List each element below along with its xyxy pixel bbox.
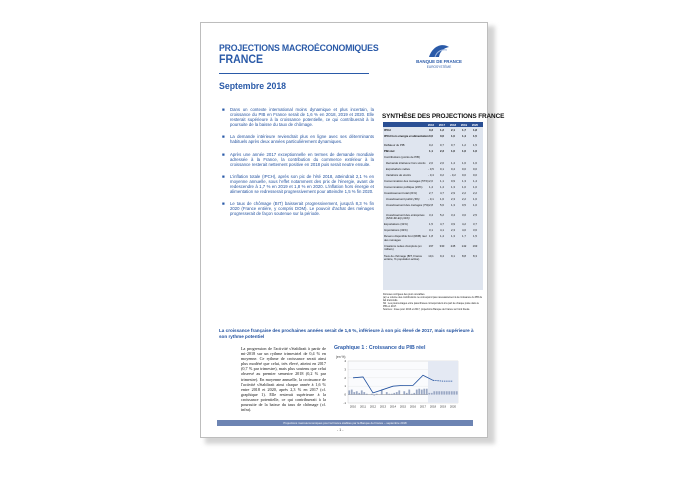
table-header xyxy=(383,122,483,127)
row-value: 0,6 xyxy=(429,133,433,138)
row-value: - 0,2 xyxy=(450,173,456,178)
quarterly-bar xyxy=(408,390,410,395)
row-label: Investissement des ménages (7%) xyxy=(386,203,429,208)
year-header: 2018 xyxy=(449,122,457,127)
table-note: Données corrigées des jours ouvrables. xyxy=(383,293,426,296)
logo-name: BANQUE DE FRANCE xyxy=(416,59,462,64)
footer-text: Projections macroéconomiques pour la France établies par la Banque de France – septembre 2018 xyxy=(283,421,407,425)
row-value: 0,7 xyxy=(440,143,444,148)
row-value: 3,4 xyxy=(429,212,433,217)
row-value: 2,1 xyxy=(451,127,455,132)
row-value: 1,4 xyxy=(473,179,477,184)
quarterly-bar xyxy=(356,391,358,394)
quarterly-bar xyxy=(421,390,423,395)
quarterly-bar xyxy=(423,389,425,395)
x-tick-label: 2018 xyxy=(429,404,437,409)
key-point: ■ Après une année 2017 exceptionnelle en termes de demande mondiale adressée à la France, la contribution du commerce extérieur à la croissance resterait nettement positive en 2018 puis serait neutre ensuite. xyxy=(222,151,374,167)
row-value: 1,8 xyxy=(473,127,477,132)
quarterly-bar xyxy=(398,390,400,394)
row-value: 1,4 xyxy=(440,185,444,190)
x-tick-label: 2020 xyxy=(449,404,457,409)
synthesis-table xyxy=(383,122,483,290)
quarterly-bar xyxy=(406,393,408,395)
row-value: 2,0 xyxy=(429,161,433,166)
year-header: 2020 xyxy=(471,122,479,127)
row-value: 8,3 xyxy=(473,253,477,258)
row-value: 9,1 xyxy=(451,253,455,258)
quarterly-bar xyxy=(376,394,378,395)
row-label: Demande intérieure hors stocks xyxy=(386,161,426,166)
quarterly-bar xyxy=(441,391,443,394)
document-subtitle: FRANCE xyxy=(219,54,264,66)
row-value: 0,7 xyxy=(451,143,455,148)
quarterly-bar xyxy=(361,390,363,394)
row-value: 1,1 xyxy=(429,149,433,154)
y-axis-label: (en %) xyxy=(336,355,346,359)
quarterly-bar xyxy=(428,393,430,395)
year-header: 2017 xyxy=(438,122,446,127)
quarterly-bar xyxy=(353,392,355,395)
synthesis-title: SYNTHÈSE DES PROJECTIONS FRANCE xyxy=(382,113,505,120)
quarterly-bar xyxy=(393,393,395,395)
row-label: Investissement total (21%) xyxy=(384,191,417,196)
row-value: 2,9 xyxy=(451,191,455,196)
quarterly-bar xyxy=(416,390,418,395)
row-label: Revenu disponible brut (RDB) réel des ménages xyxy=(384,234,427,242)
row-label: Consommation publique (24%) xyxy=(384,185,423,190)
row-value: 1,0 xyxy=(451,133,455,138)
row-value: 2,2 xyxy=(473,191,477,196)
row-value: 0,2 xyxy=(440,173,444,178)
row-value: 1,6 xyxy=(473,161,477,166)
quarterly-bar xyxy=(418,389,420,395)
row-value: 1,7 xyxy=(462,127,466,132)
section-body: La progression de l'activité s'établirait à partir de mi-2018 sur un rythme trimestriel de 0,4 % en moyenne. Ce rythme de croissance serait ainsi plus modéré que celui, très élevé, atteint en 2017 (0,7 % par trimestre), mais plus soutenu que celui observé au premier semestre 2018 (0,2 % par trimestre). En moyenne annuelle, la croissance de l'activité s'établirait ainsi chaque année à 1,6 % entre 2018 et 2020, après 2,3 % en 2017 (cf. graphique 1). Elle resterait supérieure à la croissance potentielle, ce qui contribuerait à la poursuite de la baisse du taux de chômage (cf. infra). xyxy=(241,346,326,413)
quarterly-bar xyxy=(453,391,455,394)
row-value: 245 xyxy=(450,243,456,248)
projection-area xyxy=(428,361,458,403)
row-value: - 0,4 xyxy=(428,173,434,178)
row-value: 4,1 xyxy=(440,228,444,233)
row-value: 0,0 xyxy=(473,173,477,178)
row-value: 1,0 xyxy=(462,185,466,190)
row-value: 0,5 xyxy=(462,203,466,208)
row-value: 1,2 xyxy=(462,143,466,148)
row-value: 2,7 xyxy=(429,191,433,196)
row-value: 0,4 xyxy=(451,167,455,172)
row-label: Investissement public (3%) xyxy=(386,197,420,202)
row-value: 2,0 xyxy=(440,161,444,166)
quarterly-bar xyxy=(386,392,388,395)
row-value: 1,6 xyxy=(462,149,466,154)
y-tick-label: 1 xyxy=(344,384,346,389)
row-value: 1,6 xyxy=(473,197,477,202)
title-divider xyxy=(219,73,369,74)
quarterly-bar xyxy=(366,394,368,395)
page-number: - 1 - xyxy=(337,428,344,432)
row-value: 1,1 xyxy=(440,179,444,184)
row-value: 3,0 xyxy=(462,212,466,217)
row-value: 0,0 xyxy=(473,167,477,172)
logo-subtitle: EUROSYSTÈME xyxy=(426,65,452,69)
row-value: 1,0 xyxy=(473,185,477,190)
row-value: - 0,5 xyxy=(428,167,434,172)
row-value: 1,0 xyxy=(473,203,477,208)
x-tick-label: 2015 xyxy=(399,404,407,409)
row-value: 1,4 xyxy=(440,234,444,239)
row-value: 2,8 xyxy=(429,203,433,208)
y-tick-label: 4 xyxy=(344,359,346,363)
bullet-icon: ■ xyxy=(222,201,225,207)
marianne-icon xyxy=(425,41,453,59)
row-value: 1,5 xyxy=(429,222,433,227)
bullet-icon: ■ xyxy=(222,151,225,157)
year-header: 2019 xyxy=(460,122,468,127)
row-value: 2,5 xyxy=(473,212,477,217)
document-page xyxy=(200,22,505,438)
row-value: 2,2 xyxy=(462,197,466,202)
row-value: 2,3 xyxy=(440,149,444,154)
key-point: ■ La demande intérieure reviendrait plus en ligne avec ses déterminants habituels après deux années particulièrement dynamiques. xyxy=(222,134,374,145)
row-value: 8,8 xyxy=(462,253,466,258)
quarterly-bar xyxy=(438,391,440,394)
y-tick-label: 3 xyxy=(344,367,346,372)
quarterly-bar xyxy=(451,391,453,394)
key-point: ■ Dans un contexte international moins dynamique et plus incertain, la croissance du PIB en France serait de 1,6 % en 2018, 2019 et 2020. Elle resterait supérieure à la croissance potentielle, ce qui contribuerait à la poursuite de la baisse du taux de chômage. xyxy=(222,107,374,128)
row-value: 2,3 xyxy=(451,197,455,202)
x-tick-label: 2012 xyxy=(369,404,377,409)
quarterly-bar xyxy=(433,391,435,394)
document-title: PROJECTIONS MACROÉCONOMIQUES xyxy=(219,43,379,54)
quarterly-bar xyxy=(403,391,405,394)
table-note: Nb : Les pourcentages entre parenthèses correspondent à la part de chaque poste dans le PIB en 2017. xyxy=(383,302,479,308)
chart-title: Graphique 1 : Croissance du PIB réel xyxy=(334,345,426,351)
row-label: Taux de chômage (BIT, France entière, % population active) xyxy=(384,253,423,261)
row-value: 0,0 xyxy=(462,173,466,178)
row-value: 1,6 xyxy=(473,149,477,154)
row-value: 1,6 xyxy=(451,149,455,154)
publication-date: Septembre 2018 xyxy=(219,81,287,92)
row-value: 2,0 xyxy=(429,179,433,184)
banque-de-france-logo xyxy=(399,41,479,79)
row-label: Importations (32%) xyxy=(384,228,408,233)
row-value: 197 xyxy=(428,243,434,248)
row-value: 10,1 xyxy=(428,253,434,258)
row-value: 1,7 xyxy=(462,234,466,239)
row-value: 5,2 xyxy=(440,212,444,217)
row-value: 0,3 xyxy=(429,127,433,132)
row-label: Variations de stocks xyxy=(386,173,411,178)
bullet-icon: ■ xyxy=(222,173,225,179)
quarterly-bar xyxy=(426,389,428,395)
quarterly-bar xyxy=(413,393,415,395)
row-value: 1,4 xyxy=(462,133,466,138)
row-label: Contributions (points de PIB) xyxy=(384,155,420,160)
row-value: 1,3 xyxy=(462,179,466,184)
row-value: 4,0 xyxy=(462,228,466,233)
row-value: 1,6 xyxy=(440,197,444,202)
row-value: 1,5 xyxy=(473,133,477,138)
row-label: IPCH xyxy=(384,127,391,132)
row-value: 163 xyxy=(472,243,478,248)
row-value: 1,3 xyxy=(451,185,455,190)
row-label: Déflateur du PIB xyxy=(384,143,405,148)
footer-band xyxy=(217,420,473,426)
quarterly-bar xyxy=(436,391,438,394)
row-value: 4,7 xyxy=(440,191,444,196)
y-tick-label: -1 xyxy=(343,401,346,405)
y-tick-label: 2 xyxy=(344,375,346,380)
quarterly-bar xyxy=(373,395,375,396)
quarterly-bar xyxy=(411,394,413,395)
quarterly-bar xyxy=(443,391,445,394)
row-value: 1,4 xyxy=(429,185,433,190)
row-label: Créations nettes d'emplois (en milliers) xyxy=(384,243,422,252)
row-value: 0,0 xyxy=(462,167,466,172)
table-note: (a) Le volume des contributions ne correspond pas nécessairement à la croissance du PIB du fait d'arrondis. xyxy=(383,296,483,302)
row-value: 330 xyxy=(439,243,445,248)
row-label: Exportations nettes xyxy=(386,167,410,172)
quarterly-bar xyxy=(396,392,398,395)
row-value: 5,6 xyxy=(440,203,444,208)
row-value: 0,9 xyxy=(451,179,455,184)
row-label: IPCH hors énergie et alimentation xyxy=(384,133,429,138)
row-label: Investissement des entreprises (SNF-SF-EI) (11%) xyxy=(386,212,425,220)
table-notes xyxy=(383,293,483,311)
x-tick-label: 2019 xyxy=(439,404,447,409)
row-value: 2,2 xyxy=(462,191,466,196)
bullet-icon: ■ xyxy=(222,134,225,140)
row-label: Exportations (31%) xyxy=(384,222,408,227)
row-label: Consommation des ménages (57%) xyxy=(384,179,429,184)
row-value: 1,3 xyxy=(451,234,455,239)
year-header: 2016 xyxy=(427,122,435,127)
quarterly-bar xyxy=(431,393,433,395)
row-value: 3,7 xyxy=(473,222,477,227)
section-heading: La croissance française des prochaines années serait de 1,6 %, inférieure à son pic élevé de 2017, mais supérieure à son rythme potentiel xyxy=(219,328,474,339)
row-value: 1,6 xyxy=(462,161,466,166)
key-point: ■ Le taux de chômage (BIT) baisserait progressivement, jusqu'à 8,3 % fin 2020 (France entière, y compris DOM). Le pouvoir d'achat des ménages progresserait de façon soutenue sur la période. xyxy=(222,201,374,217)
row-value: 3,4 xyxy=(451,212,455,217)
quarterly-bar xyxy=(371,394,373,395)
row-value: 2,3 xyxy=(451,228,455,233)
quarterly-bar xyxy=(358,393,360,395)
gdp-growth-chart xyxy=(334,353,466,419)
x-tick-label: 2010 xyxy=(349,404,357,409)
row-value: 9,4 xyxy=(440,253,444,258)
quarterly-bar xyxy=(446,391,448,394)
y-tick-label: 0 xyxy=(344,392,346,397)
x-tick-label: 2013 xyxy=(379,404,387,409)
row-value: 1,5 xyxy=(473,143,477,148)
x-tick-label: 2014 xyxy=(389,404,397,409)
row-value: 1,3 xyxy=(451,203,455,208)
row-value: 1,4 xyxy=(451,161,455,166)
row-value: 3,9 xyxy=(451,222,455,227)
row-value: 4,2 xyxy=(462,222,466,227)
row-value: 1,8 xyxy=(429,234,433,239)
row-value: 0,2 xyxy=(429,143,433,148)
quarterly-bar xyxy=(348,390,350,394)
x-tick-label: 2011 xyxy=(359,404,367,409)
row-label: PIB réel xyxy=(384,149,395,154)
row-value: - 0,1 xyxy=(428,197,434,202)
row-value: 1,5 xyxy=(473,234,477,239)
row-value: 0,1 xyxy=(440,167,444,172)
x-tick-label: 2017 xyxy=(419,404,427,409)
bullet-icon: ■ xyxy=(222,107,225,112)
x-tick-label: 2016 xyxy=(409,404,417,409)
quarterly-bar xyxy=(391,394,393,395)
row-value: 1,2 xyxy=(440,127,444,132)
quarterly-bar xyxy=(448,391,450,394)
row-value: 0,6 xyxy=(440,133,444,138)
quarterly-bar xyxy=(363,392,365,395)
row-value: 142 xyxy=(461,243,467,248)
quarterly-bar xyxy=(351,390,353,395)
quarterly-bar xyxy=(388,394,390,395)
key-point: ■ L'inflation totale (IPCH), après son pic de l'été 2018, atteindrait 2,1 % en moyenne annuelle, sous l'effet notamment des prix de l'énergie, avant de redescendre à 1,7 % en 2019 et 1,8 % en 2020. L'inflation hors énergie et alimentation se redresserait progressivement pour atteindre 1,5 % fin 2020. xyxy=(222,173,374,195)
quarterly-bar xyxy=(456,391,458,394)
key-points-list xyxy=(221,107,374,224)
row-value: 4,7 xyxy=(440,222,444,227)
row-value: 3,1 xyxy=(429,228,433,233)
row-value: 3,6 xyxy=(473,228,477,233)
table-note: Sources : Insee pour 2016 et 2017, projections Banque de France sur fond bleuté. xyxy=(383,308,471,311)
